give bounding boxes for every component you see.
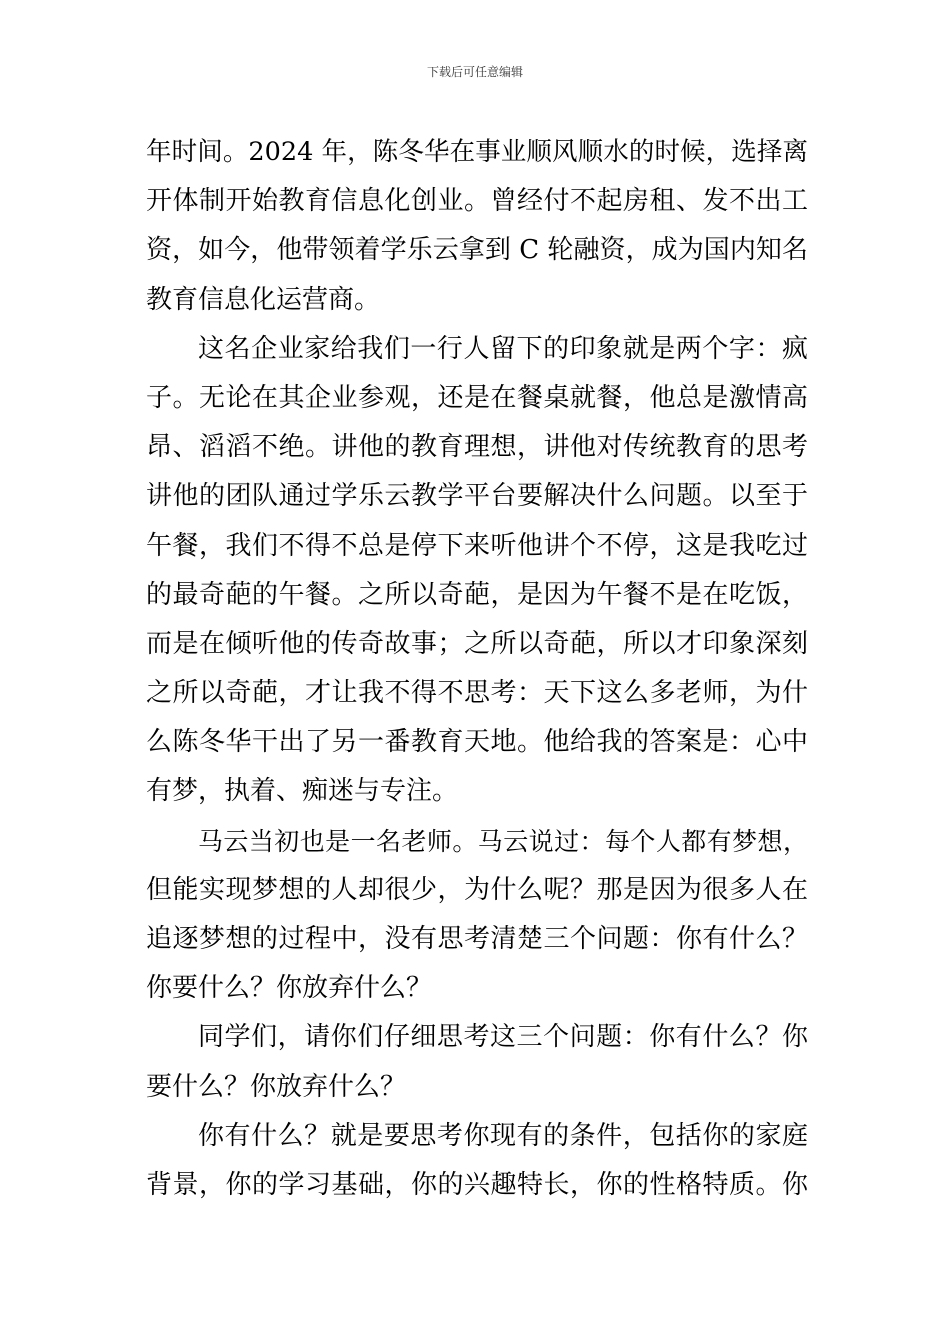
body-text — [146, 128, 808, 1210]
text-line: 有梦，执着、痴迷与专注。 — [146, 776, 459, 807]
text-line: 之所以奇葩，才让我不得不思考：天下这么多老师，为什 — [146, 678, 808, 709]
text-line: 同学们，请你们仔细思考这三个问题：你有什么？你 — [198, 1022, 808, 1053]
text-line: 么陈冬华干出了另一番教育天地。他给我的答案是：心中 — [146, 727, 808, 758]
text-line: 但能实现梦想的人却很少，为什么呢？那是因为很多人在 — [146, 874, 808, 905]
text-line: 背景，你的学习基础，你的兴趣特长，你的性格特质。你 — [146, 1169, 808, 1200]
text-line: 而是在倾听他的传奇故事；之所以奇葩，所以才印象深刻 — [146, 628, 808, 659]
text-line: 你要什么？你放弃什么？ — [146, 973, 433, 1004]
text-line: 这名企业家给我们一行人留下的印象就是两个字：疯 — [198, 333, 808, 364]
text-line: 讲他的团队通过学乐云教学平台要解决什么问题。以至于 — [146, 481, 808, 512]
text-line: 的最奇葩的午餐。之所以奇葩，是因为午餐不是在吃饭， — [146, 579, 808, 610]
text-line: 教育信息化运营商。 — [146, 284, 381, 315]
text-line: 午餐，我们不得不总是停下来听他讲个不停，这是我吃过 — [146, 530, 808, 561]
page-header: 下载后可任意编辑 — [426, 65, 523, 79]
text-line: 昂、滔滔不绝。讲他的教育理想，讲他对传统教育的思考 — [146, 432, 808, 463]
text-line: 追逐梦想的过程中，没有思考清楚三个问题：你有什么？ — [146, 924, 808, 954]
text-line: 资，如今，他带领着学乐云拿到 C 轮融资，成为国内知名 — [146, 235, 808, 266]
text-line: 子。无论在其企业参观，还是在餐桌就餐，他总是激情高 — [146, 382, 808, 413]
text-line: 你有什么？就是要思考你现有的条件，包括你的家庭 — [198, 1120, 808, 1151]
text-line: 开体制开始教育信息化创业。曾经付不起房租、发不出工 — [146, 186, 808, 217]
text-line: 年时间。2024 年，陈冬华在事业顺风顺水的时候，选择离 — [146, 137, 808, 167]
text-line: 马云当初也是一名老师。马云说过：每个人都有梦想， — [198, 826, 808, 856]
text-line: 要什么？你放弃什么？ — [146, 1071, 407, 1102]
